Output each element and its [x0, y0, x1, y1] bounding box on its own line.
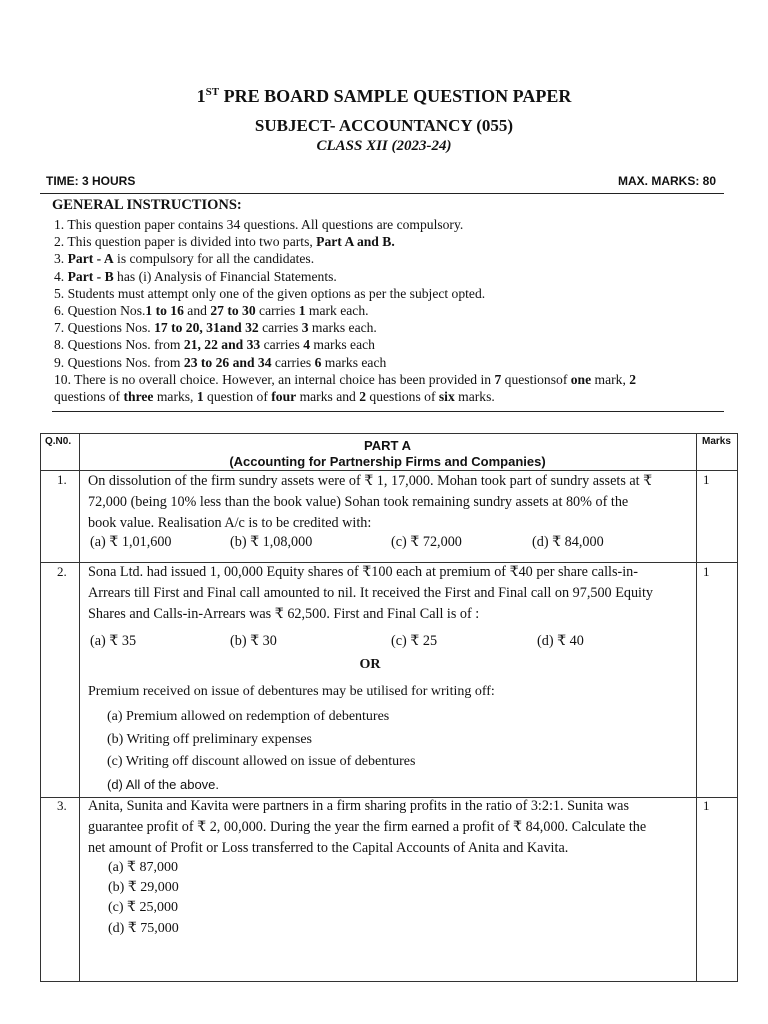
option-c: (c) ₹ 25 [391, 633, 438, 649]
question-number: 1. [57, 472, 67, 487]
qno-column-divider [79, 434, 80, 981]
option-a: (a) ₹ 87,000 [108, 860, 178, 875]
alt-option-c: (c) Writing off discount allowed on issue of debentures [107, 754, 416, 769]
instruction-3: 3. Part - A is compulsory for all the candidates. [54, 251, 315, 267]
question-line: Anita, Sunita and Kavita were partners in a firm sharing profits in the ratio of 3:2:1. Sunita was [88, 798, 629, 814]
instructions-heading: GENERAL INSTRUCTIONS: [52, 197, 242, 213]
question-2-text [88, 562, 698, 625]
question-line: Shares and Calls-in-Arrears was ₹ 62,500. First and Final Call is of : [88, 606, 480, 622]
option-d: (d) ₹ 75,000 [108, 920, 179, 936]
part-title: PART A [364, 438, 411, 453]
instruction-9: 9. Questions Nos. from 23 to 26 and 34 carries 6 marks each [54, 354, 387, 370]
alt-option-d: (d) All of the above. [107, 776, 220, 792]
option-a: (a) ₹ 35 [90, 633, 137, 649]
question-line: guarantee profit of ₹ 2, 00,000. During the year the firm earned a profit of ₹ 84,000. Calculate the [88, 819, 647, 835]
paper-title: 1ST PRE BOARD SAMPLE QUESTION PAPER [196, 86, 572, 106]
instructions-rule [52, 411, 724, 412]
option-c: (c) ₹ 72,000 [391, 534, 462, 550]
question-line: Sona Ltd. had issued 1, 00,000 Equity shares of ₹100 each at premium of ₹40 per share calls-in- [88, 564, 638, 580]
marks-header: Marks [702, 436, 731, 447]
question-number: 2. [57, 564, 67, 579]
question-3-options [108, 858, 179, 939]
option-b: (b) ₹ 30 [230, 633, 277, 649]
question-3-text [88, 796, 698, 859]
instruction-7: 7. Questions Nos. 17 to 20, 31and 32 carries 3 marks each. [54, 320, 377, 336]
alt-option-b: (b) Writing off preliminary expenses [107, 731, 312, 747]
option-d: (d) ₹ 40 [537, 633, 584, 649]
question-marks: 1 [703, 798, 710, 813]
question-line: Arrears till First and Final call amounted to nil. It received the First and Final call on 97,500 Equity [88, 585, 654, 601]
question-number: 3. [57, 798, 67, 813]
question-line: On dissolution of the firm sundry assets were of ₹ 1, 17,000. Mohan took part of sundry assets at ₹ [88, 473, 653, 489]
option-c: (c) ₹ 25,000 [108, 900, 178, 916]
or-separator: OR [359, 657, 381, 672]
part-subtitle: (Accounting for Partnership Firms and Companies) [229, 454, 546, 469]
instruction-10-cont: questions of three marks, 1 question of four marks and 2 questions of six marks. [54, 389, 495, 405]
option-b: (b) ₹ 29,000 [108, 880, 179, 896]
header-rule [40, 193, 724, 194]
instruction-4: 4. Part - B has (i) Analysis of Financial Statements. [54, 268, 337, 284]
question-1-text [88, 471, 698, 534]
alternative-options [107, 706, 415, 796]
instruction-6: 6. Question Nos.1 to 16 and 27 to 30 carries 1 mark each. [54, 303, 369, 319]
alternative-question: Premium received on issue of debentures may be utilised for writing off: [88, 684, 495, 699]
paper-class: CLASS XII (2023-24) [316, 138, 452, 154]
question-marks: 1 [703, 564, 710, 579]
max-marks-label: MAX. MARKS: 80 [617, 174, 716, 188]
part-heading [79, 438, 696, 470]
instructions-list [54, 216, 724, 405]
instruction-2: 2. This question paper is divided into two parts, Part A and B. [54, 234, 395, 250]
question-line: book value. Realisation A/c is to be credited with: [88, 515, 372, 531]
question-table [40, 433, 738, 982]
instruction-10: 10. There is no overall choice. However, an internal choice has been provided in 7 questionsof one mark, 2 [54, 371, 637, 387]
question-line: net amount of Profit or Loss transferred to the Capital Accounts of Anita and Kavita. [88, 840, 569, 856]
question-line: 72,000 (being 10% less than the book value) Sohan took remaining sundry assets at 80% of the [88, 494, 629, 510]
time-label: TIME: 3 HOURS [46, 174, 136, 188]
question-marks: 1 [703, 472, 710, 487]
instruction-1: 1. This question paper contains 34 questions. All questions are compulsory. [54, 217, 464, 232]
instruction-8: 8. Questions Nos. from 21, 22 and 33 carries 4 marks each [54, 337, 375, 353]
option-d: (d) ₹ 84,000 [532, 534, 604, 550]
option-a: (a) ₹ 1,01,600 [90, 534, 172, 550]
alt-option-a: (a) Premium allowed on redemption of debentures [107, 709, 390, 724]
qno-header: Q.N0. [45, 436, 72, 447]
instruction-5: 5. Students must attempt only one of the given options as per the subject opted. [54, 285, 486, 301]
option-b: (b) ₹ 1,08,000 [230, 534, 313, 550]
paper-subject: SUBJECT- ACCOUNTANCY (055) [254, 116, 514, 135]
